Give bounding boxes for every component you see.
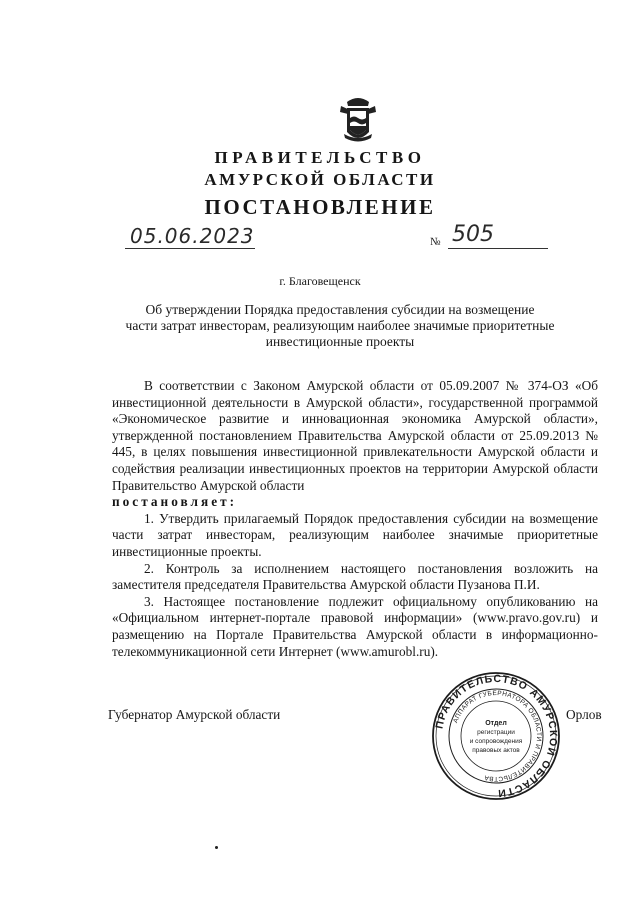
resolution-item-3: 3. Настоящее постановление подлежит официальному опубликованию на «Официальном интернет-портале правовой информации» (www.pravo.gov.ru) и размещению на Портале Правительства Амурской области в информационно-телекоммуникационной сети Интернет (www.amurobl.ru). (112, 593, 598, 659)
number-underline (448, 248, 548, 249)
resolution-item-1: 1. Утвердить прилагаемый Порядок предоставления субсидии на возмещение части затрат инвесторам, реализующим наиболее значимые приоритетные инвестиционные проекты. (112, 510, 598, 559)
stray-dot-mark (215, 846, 218, 849)
government-name-line2: АМУРСКОЙ ОБЛАСТИ (204, 170, 436, 189)
seal-center-line: правовых актов (472, 747, 520, 754)
signer-position: Губернатор Амурской области (108, 707, 281, 722)
city-line: г. Благовещенск (279, 274, 361, 288)
seal-center-line: Отдел (485, 720, 507, 727)
document-body (112, 378, 598, 660)
seal-inner-ring-text: АППАРАТ ГУБЕРНАТОРА ОБЛАСТИ И ПРАВИТЕЛЬСТВА (452, 689, 543, 783)
coat-of-arms-emblem (338, 96, 378, 146)
date-underline (125, 248, 255, 249)
document-date: 05.06.2023 (130, 224, 255, 248)
government-name-line1: ПРАВИТЕЛЬСТВО (214, 148, 426, 167)
document-subject (110, 302, 570, 350)
seal-outer-text: ПРАВИТЕЛЬСТВО АМУРСКОЙ ОБЛАСТИ (433, 672, 560, 800)
seal-center-line: и сопровождения (469, 738, 523, 745)
number-sign: № (430, 236, 441, 248)
official-seal-stamp (430, 670, 562, 802)
signer-name: Орлов (566, 707, 602, 722)
subject-line: Об утверждении Порядка предоставления субсидии на возмещение (145, 302, 535, 317)
document-number: 505 (452, 222, 494, 247)
subject-line: части затрат инвесторам, реализующим наиболее значимые приоритетные (125, 318, 555, 333)
resolution-item-2: 2. Контроль за исполнением настоящего постановления возложить на заместителя председателя Правительства Амурской области Пузанова П.И. (112, 560, 598, 593)
subject-line: инвестиционные проекты (265, 334, 415, 349)
preamble-paragraph: В соответствии с Законом Амурской области от 05.09.2007 № 374-ОЗ «Об инвестиционной деятельности в Амурской области», государственной программой «Экономическое развитие и инновационная экономика Амурской области», утвержденной постановлением Правительства Амурской области от 25.09.2013 № 445, в целях повышения инвестиционной привлекательности Амурской области и содействия реализации инвестиционных проектов на территории Амурской области Правительство Амурской области (112, 378, 598, 493)
resolves-word: постановляет: (112, 494, 238, 510)
document-type-title: ПОСТАНОВЛЕНИЕ (204, 195, 436, 219)
seal-center-line: регистрации (477, 729, 515, 736)
